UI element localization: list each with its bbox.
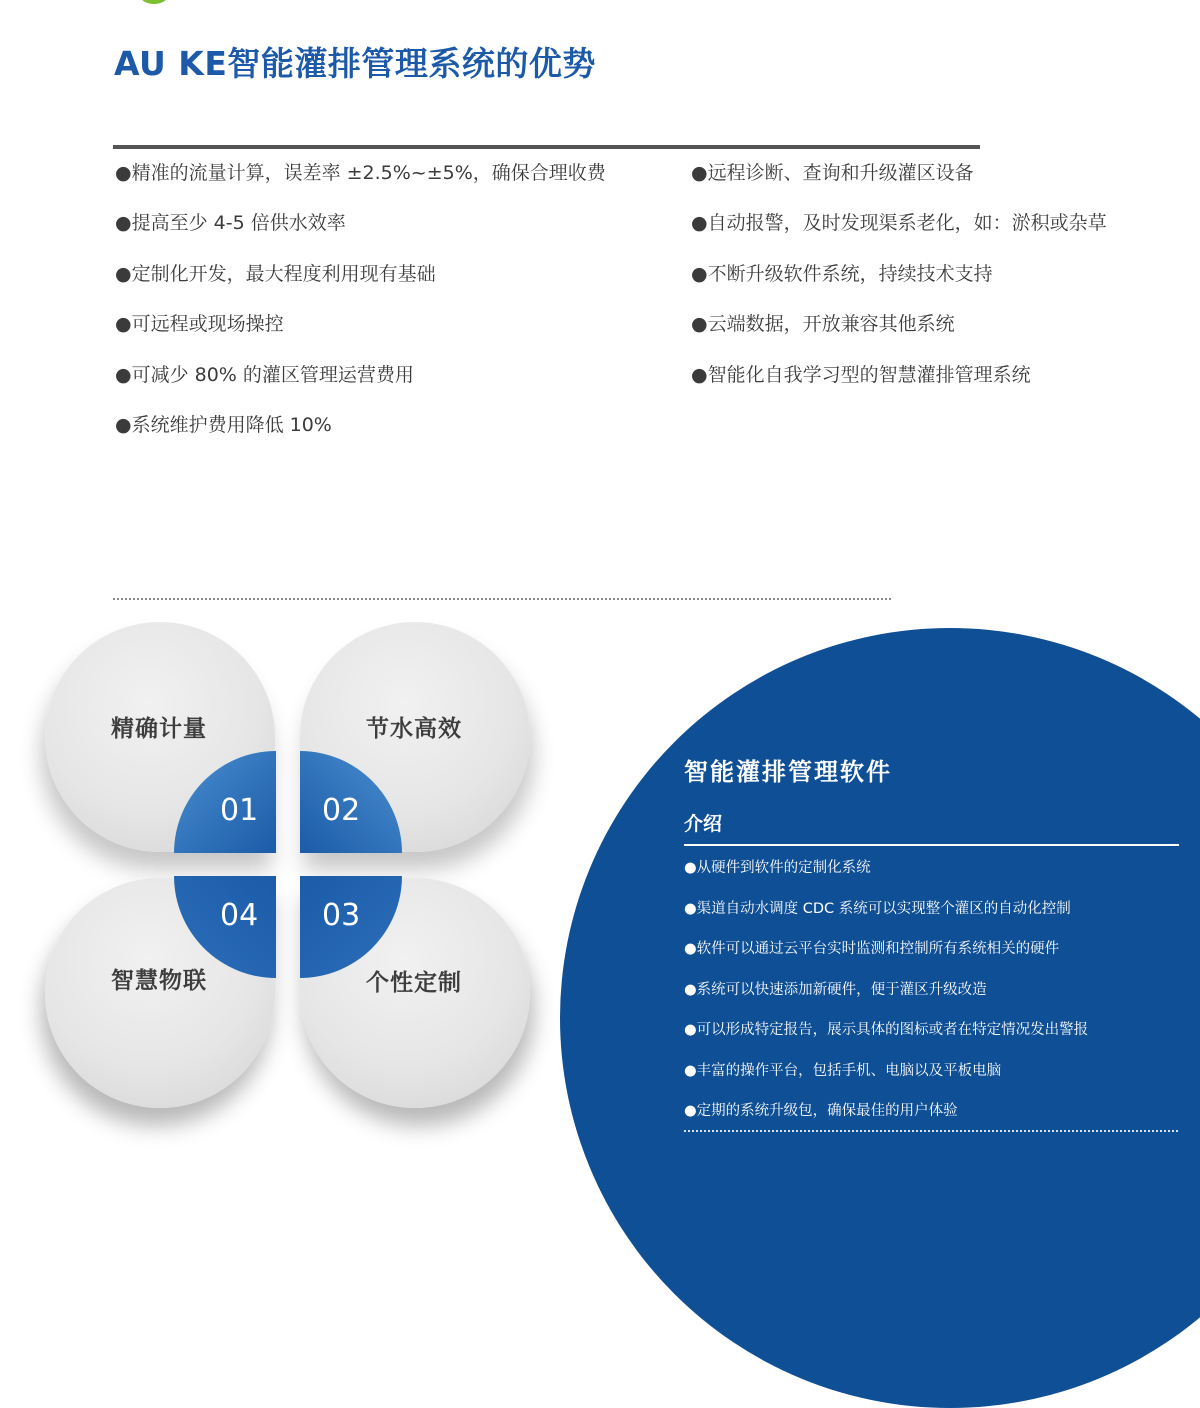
software-intro-panel <box>684 752 1180 1132</box>
petal-label: 智慧物联 <box>111 968 207 994</box>
software-dotted-divider <box>684 1130 1178 1132</box>
advantages-right-list <box>691 158 1107 410</box>
number-label: 03 <box>322 898 361 933</box>
software-feature-item: ●渠道自动水调度 CDC 系统可以实现整个灌区的自动化控制 <box>684 900 1071 917</box>
number-label: 02 <box>322 793 361 828</box>
advantage-item: ●云端数据，开放兼容其他系统 <box>691 313 955 336</box>
software-feature-item: ●可以形成特定报告，展示具体的图标或者在特定情况发出警报 <box>684 1022 1089 1038</box>
feature-clover-diagram <box>0 600 600 1160</box>
advantage-item: ●可减少 80% 的灌区管理运营费用 <box>115 363 414 386</box>
petal-label: 节水高效 <box>366 716 462 742</box>
petal-label: 个性定制 <box>366 970 462 996</box>
advantage-item: ●定制化开发，最大程度利用现有基础 <box>115 262 436 285</box>
advantage-item: ●不断升级软件系统，持续技术支持 <box>691 262 993 285</box>
advantage-item: ●自动报警，及时发现渠系老化，如：淤积或杂草 <box>691 212 1107 235</box>
advantage-item: ●智能化自我学习型的智慧灌排管理系统 <box>691 363 1031 386</box>
advantage-item: ●精准的流量计算，误差率 ±2.5%~±5%，确保合理收费 <box>115 162 606 184</box>
advantage-item: ●远程诊断、查询和升级灌区设备 <box>691 162 974 184</box>
advantages-left-list <box>115 158 606 460</box>
advantage-item: ●提高至少 4-5 倍供水效率 <box>115 212 346 235</box>
title-divider <box>113 145 980 149</box>
software-feature-item: ●定期的系统升级包，确保最佳的用户体验 <box>684 1103 958 1119</box>
software-feature-list <box>684 856 1180 1140</box>
software-feature-item: ●丰富的操作平台，包括手机、电脑以及平板电脑 <box>684 1062 1002 1079</box>
petal-label: 精确计量 <box>111 716 207 742</box>
software-feature-item: ●从硬件到软件的定制化系统 <box>684 860 871 876</box>
number-label: 01 <box>220 793 259 828</box>
green-logo-fragment <box>140 0 168 4</box>
software-subtitle: 介绍 <box>684 813 723 835</box>
advantage-item: ●系统维护费用降低 10% <box>115 413 332 436</box>
page-title: AU KE智能灌排管理系统的优势 <box>114 44 596 83</box>
software-title: 智能灌排管理软件 <box>684 758 892 786</box>
number-label: 04 <box>220 898 259 933</box>
software-divider <box>684 844 1179 846</box>
software-feature-item: ●系统可以快速添加新硬件，便于灌区升级改造 <box>684 981 987 998</box>
advantage-item: ●可远程或现场操控 <box>115 313 284 336</box>
software-feature-item: ●软件可以通过云平台实时监测和控制所有系统相关的硬件 <box>684 941 1060 957</box>
